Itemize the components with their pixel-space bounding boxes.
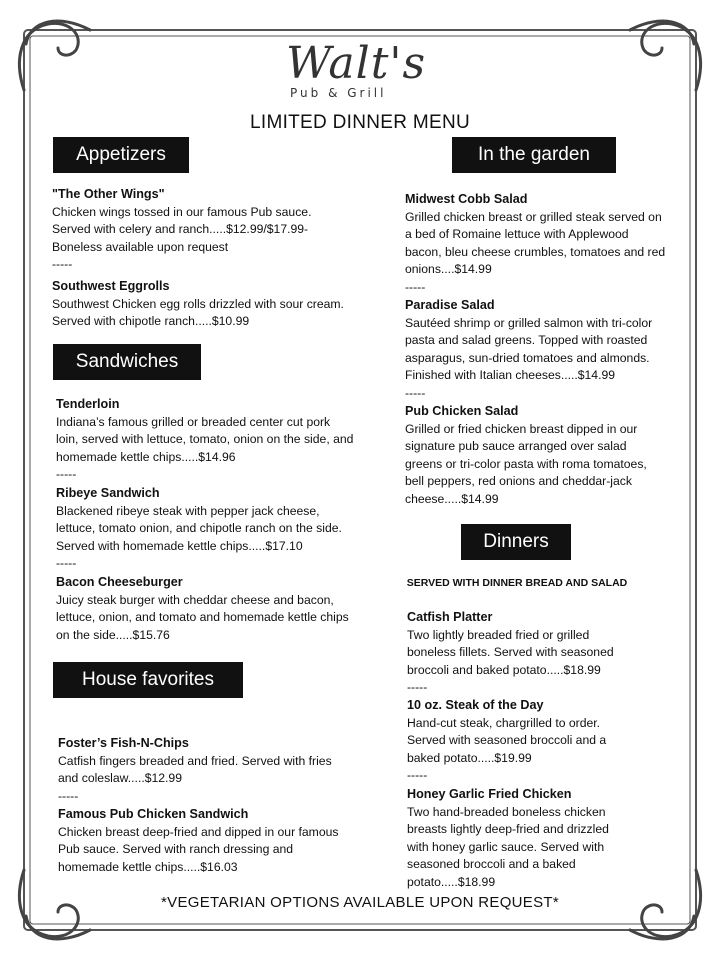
item-name: Pub Chicken Salad	[405, 404, 519, 418]
menu-item-ribeye-sandwich	[56, 485, 354, 573]
item-name: Famous Pub Chicken Sandwich	[58, 807, 249, 821]
separator: -----	[56, 556, 77, 571]
menu-title: LIMITED DINNER MENU	[250, 112, 470, 133]
menu-item-midwest-cobb-salad	[405, 191, 667, 297]
item-name: Bacon Cheeseburger	[56, 575, 183, 589]
separator: -----	[405, 279, 426, 294]
separator: -----	[58, 788, 79, 803]
logo-subtitle: Pub & Grill	[290, 86, 387, 100]
item-description: Chicken wings tossed in our famous Pub sauce. Served with celery and ranch.....$12.99/$17.99- Boneless available upon request	[52, 204, 312, 254]
logo-script: Walt's	[286, 38, 427, 89]
appetizers-heading: Appetizers	[53, 137, 189, 173]
item-description: Grilled or fried chicken breast dipped in our signature pub sauce arranged over salad greens or tri-color pasta with roma tomatoes, bell peppers, red onions and cheddar-jack cheese.....$14.99	[405, 421, 647, 506]
item-description: Southwest Chicken egg rolls drizzled with sour cream. Served with chipotle ranch.....$10.99	[52, 296, 344, 329]
item-name: Southwest Eggrolls	[52, 279, 170, 293]
in-the-garden-heading: In the garden	[452, 137, 616, 173]
sandwiches-heading: Sandwiches	[53, 344, 201, 380]
item-name: Catfish Platter	[407, 610, 493, 624]
item-description: Juicy steak burger with cheddar cheese and bacon, lettuce, onion, and tomato and homemade kettle chips on the side.....$15.76	[56, 592, 349, 642]
menu-item-fish-n-chips	[58, 735, 348, 805]
item-description: Sautéed shrimp or grilled salmon with tri-color pasta and salad greens. Topped with roasted asparagus, sun-dried tomatoes and almonds. Finished with Italian cheeses.....$14.99	[405, 315, 653, 383]
item-description: Grilled chicken breast or grilled steak served on a bed of Romaine lettuce with Applewood bacon, bleu cheese crumbles, tomatoes and red onions....$14.99	[405, 209, 666, 277]
menu-item-other-wings	[52, 186, 352, 274]
item-description: Catfish fingers breaded and fried. Served with fries and coleslaw.....$12.99	[58, 753, 332, 786]
restaurant-logo	[270, 38, 450, 104]
item-description: Hand-cut steak, chargrilled to order. Served with seasoned broccoli and a baked potato.....$19.99	[407, 715, 607, 765]
item-description: Two lightly breaded fried or grilled boneless fillets. Served with seasoned broccoli and baked potato.....$18.99	[407, 627, 614, 677]
menu-item-southwest-eggrolls	[52, 278, 352, 331]
item-description: Chicken breast deep-fried and dipped in our famous Pub sauce. Served with ranch dressing and homemade kettle chips.....$16.03	[58, 824, 339, 874]
menu-item-pub-chicken-sandwich	[58, 806, 348, 876]
item-description: Blackened ribeye steak with pepper jack cheese, lettuce, tomato onion, and chipotle ranch on the side. Served with homemade kettle chips.....$17.10	[56, 503, 342, 553]
menu-item-pub-chicken-salad	[405, 403, 667, 509]
item-name: Honey Garlic Fried Chicken	[407, 787, 572, 801]
dinners-served-with-note: SERVED WITH DINNER BREAD AND SALAD	[406, 577, 628, 589]
item-name: Foster’s Fish-N-Chips	[58, 736, 189, 750]
menu-item-steak-of-the-day	[407, 697, 629, 785]
vegetarian-options-note: *VEGETARIAN OPTIONS AVAILABLE UPON REQUEST*	[161, 894, 559, 911]
separator: -----	[52, 257, 73, 272]
menu-item-tenderloin	[56, 396, 354, 484]
separator: -----	[56, 467, 77, 482]
item-name: "The Other Wings"	[52, 187, 165, 201]
item-name: Paradise Salad	[405, 298, 495, 312]
separator: -----	[405, 385, 426, 400]
separator: -----	[407, 768, 428, 783]
menu-item-paradise-salad	[405, 297, 667, 403]
house-favorites-heading: House favorites	[53, 662, 243, 698]
item-description: Indiana’s famous grilled or breaded center cut pork loin, served with lettuce, tomato, onion on the side, and homemade kettle chips.....$14.96	[56, 414, 354, 464]
item-name: Midwest Cobb Salad	[405, 192, 528, 206]
menu-item-honey-garlic-fried-chicken	[407, 786, 629, 892]
item-name: 10 oz. Steak of the Day	[407, 698, 544, 712]
menu-item-catfish-platter	[407, 609, 629, 697]
item-description: Two hand-breaded boneless chicken breasts lightly deep-fried and drizzled with honey garlic sauce. Served with seasoned broccoli and a baked potato.....$18.99	[407, 804, 609, 889]
menu-item-bacon-cheeseburger	[56, 574, 354, 644]
dinners-heading: Dinners	[461, 524, 571, 560]
separator: -----	[407, 680, 428, 695]
item-name: Ribeye Sandwich	[56, 486, 160, 500]
item-name: Tenderloin	[56, 397, 120, 411]
